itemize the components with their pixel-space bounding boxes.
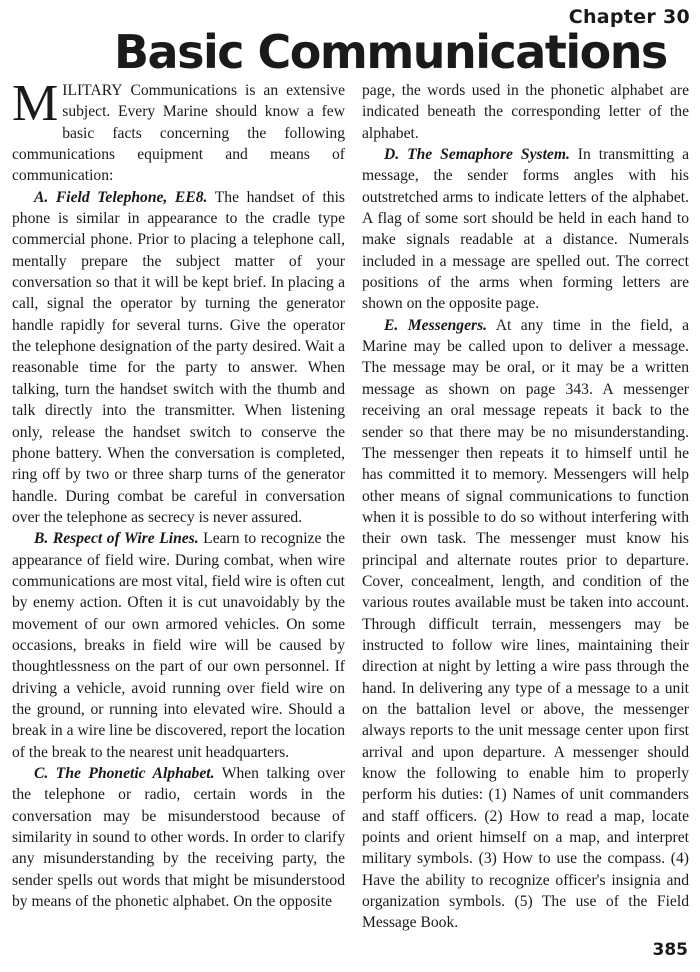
section-e-paragraph — [362, 315, 689, 934]
section-d-text: In transmitting a message, the sender forms angles with his outstretched arms to indicate letters of the alphabet. A flag of some sort should be held in each hand to make signals readable at a distance. Numerals included in a message are spelled out. The correct positions of the arms when forming letters are shown on the opposite page. — [362, 146, 689, 313]
intro-text: Communications is an extensive subject. Every Marine should know a few basic facts concerning the following communications equipment and means of communication: — [12, 82, 345, 185]
section-c-paragraph — [12, 763, 345, 912]
right-column — [362, 80, 689, 934]
section-e-text: At any time in the field, a Marine may be called upon to deliver a message. The message may be oral, or it may be a written message as shown on page 343. A messenger receiving an oral message repeats it back to the sender so that there may be no misunderstanding. The messenger then repeats it to himself until he has committed it to memory. Messengers will help other means of signal communications to function when it is possible to do so without interfering with their own task. The messenger must know his principal and alternate routes prior to departure. Cover, concealment, length, and condition of the various routes available must be taken into account. Through difficult terrain, messengers may be instructed to follow wire lines, maintaining their direction at night by letting a wire pass through the hand. In delivering any type of a message to a unit on the battalion level or above, the messenger always reports to the unit message center upon first arrival and upon departure. A messenger should know the following to enable him to properly perform his duties: (1) Names of unit commanders and staff officers. (2) How to read a map, locate points and orient himself on a map, and interpret military symbols. (3) How to use the compass. (4) Have the ability to recognize officer's insignia and organization symbols. (5) The use of the Field Message Book. — [362, 316, 690, 932]
section-c-heading: C. The Phonetic Alphabet. — [34, 765, 215, 782]
drop-cap: M — [12, 75, 59, 132]
section-d-paragraph — [362, 144, 689, 315]
section-a-heading: A. Field Telephone, EE8. — [34, 188, 208, 206]
intro-lead-caps: ILITARY — [62, 82, 123, 99]
continuation-paragraph: page, the words used in the phonetic alphabet are indicated beneath the corresponding letter of the alphabet. — [362, 82, 689, 142]
page-number: 385 — [652, 940, 688, 960]
section-a-text: The handset of this phone is similar in appearance to the cradle type commercial phone. Prior to placing a telephone call, mentally prepare the subject matter of your conversation so that it will be kept brief. In placing a call, signal the operator by turning the generator handle rapidly for several turns. Give the operator the telephone designation of the party desired. Wait a reasonable time for the party to answer. When talking, turn the handset switch with the thumb and talk directly into the transmitter. When listening only, release the handset switch to conserve the phone battery. When the conversation is completed, ring off by two or three sharp turns of the generator handle. During combat be careful in conversation over the telephone as secrecy is never assured. — [12, 188, 345, 526]
left-column — [12, 75, 346, 912]
section-a-paragraph — [12, 187, 345, 529]
section-b-paragraph — [12, 528, 345, 763]
section-d-heading: D. The Semaphore System. — [384, 146, 570, 164]
section-b-text: Learn to recognize the appearance of field wire. During combat, when wire communications are most vital, field wire is often cut by enemy action. Often it is cut unavoidably by the movement of our own armored vehicles. On some occasions, breaks in field wire will be caused by thoughtlessness on the part of our own personnel. If driving a vehicle, avoid running over field wire on the ground, or running into elevated wire. Should a break in a wire line be discovered, report the location of the break to the nearest unit headquarters. — [12, 530, 346, 761]
page-title: Basic Communications — [114, 25, 667, 79]
section-e-heading: E. Messengers. — [384, 316, 488, 334]
section-c-text: When talking over the telephone or radio, certain words in the conversation may be misunderstood because of similarity in sound to other words. In order to clarify any misunderstanding by the receiving party, the sender spells out words that might be misunderstood by means of the phonetic alphabet. On the opposite — [12, 765, 345, 911]
section-b-heading: B. Respect of Wire Lines. — [34, 530, 199, 548]
intro-paragraph — [12, 75, 345, 187]
chapter-label: Chapter 30 — [568, 6, 690, 28]
